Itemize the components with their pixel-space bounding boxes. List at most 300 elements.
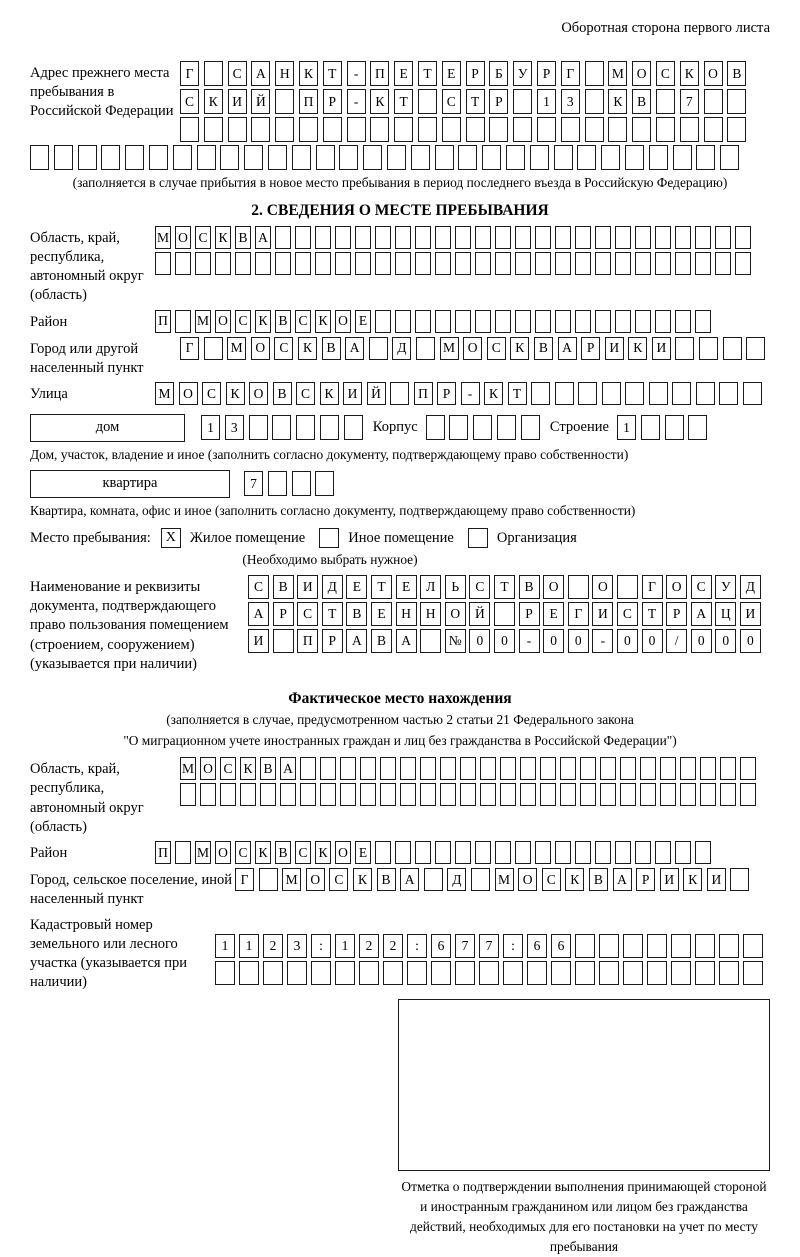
char-cell <box>617 575 638 599</box>
char-cell <box>295 252 311 275</box>
char-cell <box>375 841 391 864</box>
char-cell <box>228 117 247 142</box>
fact-note-1: (заполняется в случае, предусмотренном частью 2 статьи 21 Федерального закона <box>166 711 634 727</box>
char-cell: / <box>666 629 687 653</box>
char-cell <box>521 415 540 440</box>
char-cell <box>500 783 516 806</box>
house-note: Дом, участок, владение и иное (заполнить согласно документу, подтверждающему право собственности) <box>30 446 629 462</box>
char-cell: Г <box>180 337 199 360</box>
char-cell: И <box>660 868 679 891</box>
char-cell: М <box>195 310 211 333</box>
char-cell <box>743 382 762 405</box>
char-cell <box>660 783 676 806</box>
char-cell <box>455 841 471 864</box>
char-cell <box>680 117 699 142</box>
char-cell: К <box>298 337 317 360</box>
char-cell: И <box>652 337 671 360</box>
city-row <box>180 337 765 360</box>
char-cell <box>632 117 651 142</box>
char-cell <box>335 252 351 275</box>
char-cell <box>482 145 501 170</box>
char-cell <box>568 575 589 599</box>
char-cell <box>735 252 751 275</box>
apartment-row <box>30 470 770 498</box>
char-cell <box>260 783 276 806</box>
char-cell: Г <box>235 868 254 891</box>
char-cell: И <box>592 602 613 626</box>
char-cell <box>675 252 691 275</box>
char-cell: В <box>260 757 276 780</box>
char-cell <box>475 252 491 275</box>
char-cell <box>655 226 671 249</box>
district-row <box>155 310 711 333</box>
char-cell <box>380 757 396 780</box>
char-cell <box>527 961 547 985</box>
char-cell <box>359 961 379 985</box>
char-cell: О <box>249 382 268 405</box>
fact-city-row <box>235 868 749 891</box>
char-cell <box>635 252 651 275</box>
char-cell <box>435 841 451 864</box>
char-cell: В <box>534 337 553 360</box>
char-cell: А <box>255 226 271 249</box>
other-premise-option-label: Иное помещение <box>348 529 454 546</box>
char-cell <box>442 117 461 142</box>
korpus-cells <box>426 415 540 440</box>
char-cell: Н <box>275 61 294 86</box>
char-cell: К <box>608 89 627 114</box>
char-cell <box>720 145 739 170</box>
char-cell <box>311 961 331 985</box>
char-cell <box>268 471 287 496</box>
char-cell <box>635 841 651 864</box>
char-cell <box>554 145 573 170</box>
char-cell <box>263 961 283 985</box>
char-cell <box>595 226 611 249</box>
char-cell <box>340 783 356 806</box>
char-cell <box>719 961 739 985</box>
char-cell <box>455 961 475 985</box>
char-cell <box>320 757 336 780</box>
char-cell: К <box>680 61 699 86</box>
char-cell <box>615 310 631 333</box>
char-cell: В <box>589 868 608 891</box>
char-cell: 1 <box>239 934 259 958</box>
char-cell: В <box>275 310 291 333</box>
apartment-field-label: квартира <box>30 470 230 498</box>
char-cell: А <box>248 602 269 626</box>
char-cell: В <box>275 841 291 864</box>
char-cell <box>411 145 430 170</box>
char-cell <box>743 934 763 958</box>
char-cell <box>675 841 691 864</box>
char-cell <box>259 868 278 891</box>
char-cell: С <box>295 841 311 864</box>
char-cell: Р <box>466 61 485 86</box>
char-cell: О <box>179 382 198 405</box>
fact-region-block <box>30 757 770 837</box>
char-cell: 7 <box>244 471 263 496</box>
char-cell <box>420 783 436 806</box>
char-cell <box>730 868 749 891</box>
char-cell: Е <box>355 310 371 333</box>
char-cell <box>719 934 739 958</box>
char-cell: С <box>295 310 311 333</box>
char-cell <box>204 61 223 86</box>
char-cell: С <box>542 868 561 891</box>
char-cell: С <box>235 310 251 333</box>
fact-region-rows <box>180 757 756 806</box>
char-cell: Й <box>469 602 490 626</box>
char-cell <box>335 961 355 985</box>
char-cell: : <box>311 934 331 958</box>
char-cell: 7 <box>680 89 699 114</box>
char-cell: И <box>343 382 362 405</box>
char-cell <box>275 252 291 275</box>
char-cell: № <box>445 629 466 653</box>
char-cell <box>623 934 643 958</box>
char-cell: - <box>592 629 613 653</box>
char-cell: И <box>707 868 726 891</box>
char-cell <box>335 226 351 249</box>
char-cell: О <box>666 575 687 599</box>
char-cell <box>440 783 456 806</box>
char-cell: Т <box>323 61 342 86</box>
char-cell <box>655 841 671 864</box>
char-cell: - <box>461 382 480 405</box>
region-label: Область, край, республика, автономный округ (область) <box>30 230 144 304</box>
char-cell: К <box>255 841 271 864</box>
char-cell: С <box>202 382 221 405</box>
char-cell <box>415 226 431 249</box>
char-cell: Р <box>273 602 294 626</box>
char-cell: О <box>175 226 191 249</box>
region-row-2 <box>155 252 751 275</box>
char-cell: Т <box>322 602 343 626</box>
char-cell <box>649 145 668 170</box>
organization-option-label: Организация <box>496 529 577 546</box>
char-cell: Г <box>561 61 580 86</box>
char-cell <box>497 415 516 440</box>
char-cell: Д <box>740 575 761 599</box>
char-cell <box>671 961 691 985</box>
char-cell <box>595 310 611 333</box>
fact-district-block <box>30 841 770 864</box>
prev-address-row-3 <box>180 117 746 142</box>
char-cell: Т <box>642 602 663 626</box>
char-cell: 3 <box>287 934 307 958</box>
char-cell <box>537 117 556 142</box>
char-cell: К <box>320 382 339 405</box>
char-cell: : <box>407 934 427 958</box>
char-cell <box>615 226 631 249</box>
char-cell: Е <box>346 575 367 599</box>
char-cell <box>431 961 451 985</box>
char-cell: Ь <box>445 575 466 599</box>
char-cell: Г <box>568 602 589 626</box>
region-row-1 <box>155 226 751 249</box>
char-cell <box>715 252 731 275</box>
char-cell <box>175 841 191 864</box>
char-cell <box>695 961 715 985</box>
char-cell <box>316 145 335 170</box>
street-label: Улица <box>30 385 68 402</box>
other-premise-checkbox <box>319 528 339 548</box>
char-cell <box>370 117 389 142</box>
district-block <box>30 310 770 333</box>
char-cell <box>475 310 491 333</box>
residential-option-label: Жилое помещение <box>189 529 306 546</box>
char-cell: Р <box>519 602 540 626</box>
char-cell <box>415 310 431 333</box>
char-cell: М <box>495 868 514 891</box>
char-cell: С <box>235 841 251 864</box>
district-label: Район <box>30 313 68 330</box>
char-cell <box>387 145 406 170</box>
char-cell: Е <box>394 61 413 86</box>
apartment-cells <box>244 471 334 496</box>
char-cell: К <box>255 310 271 333</box>
char-cell <box>735 226 751 249</box>
char-cell <box>649 382 668 405</box>
char-cell <box>475 226 491 249</box>
char-cell <box>360 783 376 806</box>
char-cell <box>340 757 356 780</box>
page-side-note: Оборотная сторона первого листа <box>561 20 770 36</box>
char-cell: Т <box>466 89 485 114</box>
char-cell <box>561 117 580 142</box>
char-cell <box>489 117 508 142</box>
char-cell <box>435 145 454 170</box>
char-cell <box>500 757 516 780</box>
char-cell <box>575 226 591 249</box>
char-cell <box>655 252 671 275</box>
fact-region-row-1 <box>180 757 756 780</box>
char-cell <box>239 961 259 985</box>
char-cell: С <box>296 382 315 405</box>
char-cell <box>695 226 711 249</box>
char-cell <box>699 337 718 360</box>
stamp-box <box>398 999 770 1171</box>
char-cell <box>275 117 294 142</box>
char-cell <box>595 252 611 275</box>
char-cell <box>727 117 746 142</box>
char-cell: Н <box>396 602 417 626</box>
char-cell <box>315 252 331 275</box>
char-cell: С <box>691 575 712 599</box>
char-cell: М <box>608 61 627 86</box>
char-cell <box>715 226 731 249</box>
char-cell: У <box>715 575 736 599</box>
char-cell: О <box>445 602 466 626</box>
char-cell <box>420 629 441 653</box>
char-cell <box>585 89 604 114</box>
char-cell: Р <box>489 89 508 114</box>
char-cell: П <box>414 382 433 405</box>
char-cell: М <box>440 337 459 360</box>
char-cell: 7 <box>455 934 475 958</box>
char-cell <box>575 841 591 864</box>
char-cell: И <box>740 602 761 626</box>
char-cell <box>418 117 437 142</box>
house-field-label: дом <box>30 414 185 442</box>
char-cell: А <box>400 868 419 891</box>
char-cell <box>292 145 311 170</box>
char-cell: С <box>274 337 293 360</box>
char-cell <box>720 757 736 780</box>
char-cell: 0 <box>543 629 564 653</box>
char-cell <box>407 961 427 985</box>
char-cell <box>635 226 651 249</box>
char-cell <box>575 252 591 275</box>
char-cell: Р <box>581 337 600 360</box>
char-cell <box>719 382 738 405</box>
city-block <box>30 337 770 378</box>
fact-district-row <box>155 841 711 864</box>
char-cell: С <box>195 226 211 249</box>
doc-row-1 <box>248 575 761 599</box>
char-cell: О <box>592 575 613 599</box>
char-cell: А <box>251 61 270 86</box>
street-row <box>155 382 762 405</box>
char-cell <box>704 117 723 142</box>
char-cell: О <box>543 575 564 599</box>
char-cell <box>535 252 551 275</box>
char-cell: С <box>297 602 318 626</box>
char-cell <box>149 145 168 170</box>
region-rows <box>155 226 751 275</box>
char-cell: М <box>227 337 246 360</box>
char-cell: С <box>180 89 199 114</box>
char-cell: К <box>510 337 529 360</box>
char-cell <box>315 471 334 496</box>
char-cell: С <box>228 61 247 86</box>
char-cell <box>623 961 643 985</box>
fact-district-label: Район <box>30 844 68 861</box>
char-cell <box>494 602 515 626</box>
char-cell <box>503 961 523 985</box>
char-cell <box>268 145 287 170</box>
char-cell: С <box>442 89 461 114</box>
char-cell <box>273 629 294 653</box>
char-cell: 0 <box>469 629 490 653</box>
char-cell: К <box>683 868 702 891</box>
char-cell <box>435 252 451 275</box>
char-cell: С <box>487 337 506 360</box>
char-cell <box>215 252 231 275</box>
char-cell <box>383 961 403 985</box>
char-cell: 0 <box>617 629 638 653</box>
char-cell: И <box>605 337 624 360</box>
char-cell: 1 <box>215 934 235 958</box>
char-cell <box>418 89 437 114</box>
char-cell: Й <box>251 89 270 114</box>
char-cell: С <box>656 61 675 86</box>
char-cell <box>520 783 536 806</box>
char-cell <box>602 382 621 405</box>
doc-rows <box>248 575 761 653</box>
korpus-label: Корпус <box>372 419 418 436</box>
char-cell: М <box>155 226 171 249</box>
char-cell <box>515 841 531 864</box>
char-cell: 1 <box>335 934 355 958</box>
char-cell: Т <box>418 61 437 86</box>
char-cell <box>495 841 511 864</box>
confirmation-stamp-area <box>398 999 770 1257</box>
char-cell <box>695 252 711 275</box>
char-cell: 6 <box>551 934 571 958</box>
char-cell <box>375 226 391 249</box>
char-cell <box>395 226 411 249</box>
char-cell: А <box>346 629 367 653</box>
char-cell <box>515 252 531 275</box>
char-cell: М <box>155 382 174 405</box>
char-cell <box>175 252 191 275</box>
char-cell: А <box>345 337 364 360</box>
char-cell <box>600 783 616 806</box>
char-cell: - <box>519 629 540 653</box>
char-cell <box>520 757 536 780</box>
char-cell: Р <box>322 629 343 653</box>
char-cell: Р <box>323 89 342 114</box>
char-cell: 0 <box>494 629 515 653</box>
char-cell: О <box>704 61 723 86</box>
char-cell <box>471 868 490 891</box>
char-cell <box>740 757 756 780</box>
char-cell: А <box>396 629 417 653</box>
char-cell <box>426 415 445 440</box>
char-cell <box>435 310 451 333</box>
char-cell <box>78 145 97 170</box>
char-cell <box>555 226 571 249</box>
char-cell: С <box>248 575 269 599</box>
fact-region-row-2 <box>180 783 756 806</box>
char-cell <box>585 117 604 142</box>
char-cell: Т <box>508 382 527 405</box>
char-cell: О <box>251 337 270 360</box>
char-cell <box>551 961 571 985</box>
char-cell: М <box>282 868 301 891</box>
doc-row-3 <box>248 629 761 653</box>
char-cell: К <box>226 382 245 405</box>
char-cell: Г <box>642 575 663 599</box>
char-cell: В <box>632 89 651 114</box>
char-cell <box>458 145 477 170</box>
char-cell <box>720 783 736 806</box>
char-cell <box>680 783 696 806</box>
char-cell <box>535 310 551 333</box>
cadastre-block <box>30 913 770 993</box>
char-cell <box>506 145 525 170</box>
section2-title: 2. СВЕДЕНИЯ О МЕСТЕ ПРЕБЫВАНИЯ <box>251 202 549 220</box>
char-cell: 3 <box>225 415 244 440</box>
residential-checkbox: X <box>161 528 181 548</box>
char-cell: 3 <box>561 89 580 114</box>
char-cell <box>272 415 291 440</box>
char-cell <box>615 252 631 275</box>
char-cell <box>530 145 549 170</box>
char-cell <box>475 841 491 864</box>
char-cell: Г <box>180 61 199 86</box>
char-cell: А <box>280 757 296 780</box>
char-cell <box>585 61 604 86</box>
char-cell: С <box>617 602 638 626</box>
char-cell <box>280 783 296 806</box>
char-cell <box>292 471 311 496</box>
char-cell <box>723 337 742 360</box>
char-cell: - <box>347 89 366 114</box>
fact-city-label: Город, сельское поселение, иной населенный пункт <box>30 871 233 907</box>
